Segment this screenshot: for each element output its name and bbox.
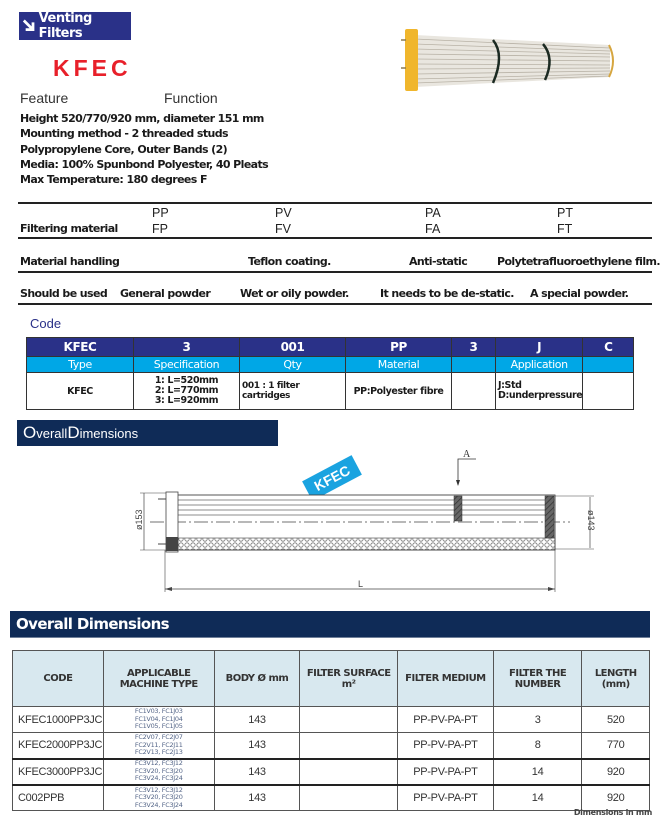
- col-machine-type: APPLICABLE MACHINE TYPE: [103, 651, 214, 707]
- cell-code: C002PPB: [13, 785, 104, 811]
- material-code: FP: [152, 222, 168, 236]
- material-code: PA: [425, 206, 441, 220]
- divider: [18, 202, 652, 204]
- feature-item: Height 520/770/920 mm, diameter 151 mm: [20, 112, 264, 125]
- cell-filter-surface: [300, 785, 398, 811]
- code-header-7: [583, 357, 634, 373]
- spec-line: 3: L=920mm: [154, 395, 219, 406]
- application-line: D:underpressure: [498, 390, 583, 401]
- use-value: General powder: [120, 287, 211, 300]
- banner-initial: D: [67, 423, 80, 442]
- machine-type-line: FC3V12, FC3J12: [134, 785, 183, 794]
- kfec-stamp: [302, 455, 362, 501]
- code-last-value: [583, 373, 634, 410]
- col-body-diameter: BODY Ø mm: [214, 651, 300, 707]
- cell-filter-number: 14: [493, 759, 582, 785]
- diameter-143-label: ø143: [586, 510, 596, 531]
- table-row: [13, 785, 650, 811]
- machine-type-line: FC2V13, FC2J13: [134, 748, 183, 756]
- divider: [18, 237, 652, 239]
- cell-body-diameter: 143: [214, 785, 300, 811]
- machine-type-line: FC3V24, FC3J24: [134, 774, 183, 783]
- machine-type-line: FC1V05, FC1J05: [134, 722, 183, 731]
- code-header-application: Application: [496, 357, 583, 373]
- filter-end-cap: [405, 29, 418, 91]
- cell-code: KFEC3000PP3JC: [13, 759, 104, 785]
- material-code: PT: [557, 206, 573, 220]
- cell-body-diameter: 143: [214, 733, 300, 759]
- handling-value: Polytetrafluoroethylene film.: [497, 255, 660, 268]
- badge-label: Venting Filters: [38, 11, 92, 41]
- table-header-row: [13, 651, 650, 707]
- code-part-type: KFEC: [27, 338, 134, 357]
- cell-machine-types: [103, 707, 214, 733]
- cell-filter-medium: PP-PV-PA-PT: [398, 733, 494, 759]
- feature-list: [20, 111, 268, 187]
- table-row: [13, 707, 650, 733]
- feature-item: Media: 100% Spunbond Polyester, 40 Pleats: [20, 157, 269, 171]
- cell-filter-surface: [300, 733, 398, 759]
- should-be-used-label: Should be used: [20, 287, 108, 300]
- arrow-down-right-icon: [22, 18, 37, 34]
- cell-code: KFEC1000PP3JC: [13, 707, 104, 733]
- machine-type-line: FC3V20, FC3J20: [134, 766, 183, 775]
- code-part-qty: 001: [240, 338, 346, 357]
- code-spec-value: [134, 373, 240, 410]
- code-part-5: 3: [452, 338, 496, 357]
- machine-type-line: FC3V20, FC3J20: [134, 793, 183, 801]
- spec-line: 1: L=520mm: [154, 375, 219, 386]
- cell-length: 520: [582, 707, 650, 733]
- material-code: FA: [425, 222, 441, 236]
- material-code: PV: [275, 206, 292, 220]
- cell-filter-number: 14: [493, 785, 582, 811]
- overall-dimensions-title-bar: Overall Dimensions: [10, 611, 650, 638]
- cell-filter-surface: [300, 759, 398, 785]
- code-header-type: Type: [27, 357, 134, 373]
- technical-drawing: [100, 440, 600, 600]
- col-filter-number: FILTER THE NUMBER: [493, 651, 582, 707]
- length-label: L: [358, 579, 364, 589]
- feature-label: Feature: [20, 90, 69, 106]
- code-type-value: KFEC: [27, 373, 134, 410]
- code-part-material: PP: [346, 338, 452, 357]
- brand-logo: KFEC: [53, 55, 132, 81]
- code-header-qty: Qty: [240, 357, 346, 373]
- divider: [18, 303, 652, 305]
- banner-text: verall: [36, 425, 68, 441]
- cell-length: 920: [582, 759, 650, 785]
- stamp-text: KFEC: [311, 461, 353, 495]
- cell-machine-types: [103, 733, 214, 759]
- handling-value: Anti-static: [409, 255, 468, 268]
- table-row: [13, 759, 650, 785]
- filtering-material-label: Filtering material: [20, 222, 118, 235]
- machine-type-line: FC3V12, FC3J12: [134, 759, 183, 768]
- machine-type-line: FC1V04, FC1J04: [134, 714, 183, 723]
- cell-filter-medium: PP-PV-PA-PT: [398, 785, 494, 811]
- code-blank-value: [452, 373, 496, 410]
- machine-type-line: FC2V11, FC2J11: [134, 740, 183, 749]
- product-photo: [365, 25, 635, 95]
- code-header-material: Material: [346, 357, 452, 373]
- cell-machine-types: [103, 759, 214, 785]
- feature-item: Mounting method - 2 threaded studs: [20, 127, 228, 141]
- code-application-value: [496, 373, 583, 410]
- table-row: [13, 733, 650, 759]
- cell-body-diameter: 143: [214, 759, 300, 785]
- banner-initial: O: [23, 423, 37, 442]
- cell-filter-number: 3: [493, 707, 582, 733]
- banner-text: imensions: [79, 425, 139, 441]
- feature-item: Max Temperature: 180 degrees F: [20, 173, 207, 187]
- dimensions-note: Dimensions in mm: [573, 808, 652, 817]
- function-label: Function: [164, 90, 218, 106]
- cell-body-diameter: 143: [214, 707, 300, 733]
- code-qty-value: 001 : 1 filter cartridges: [240, 373, 346, 410]
- cell-length: 770: [582, 733, 650, 759]
- code-part-spec: 3: [134, 338, 240, 357]
- use-value: A special powder.: [530, 287, 629, 300]
- code-material-value: PP:Polyester fibre: [346, 373, 452, 410]
- code-header-spec: Specification: [134, 357, 240, 373]
- material-code: FT: [557, 222, 573, 236]
- code-header-5: [452, 357, 496, 373]
- use-value: Wet or oily powder.: [240, 287, 349, 300]
- cell-filter-surface: [300, 707, 398, 733]
- cell-filter-number: 8: [493, 733, 582, 759]
- col-filter-surface: FILTER SURFACE m²: [300, 651, 398, 707]
- diameter-153-label: ø153: [134, 509, 144, 530]
- code-label: Code: [30, 316, 62, 331]
- spec-line: 2: L=770mm: [154, 385, 219, 396]
- code-part-application: J: [496, 338, 583, 357]
- col-length: LENGTH (mm): [582, 651, 650, 707]
- cell-filter-medium: PP-PV-PA-PT: [398, 707, 494, 733]
- machine-type-line: FC2V07, FC2J07: [134, 733, 183, 741]
- cell-length: 920: [582, 785, 650, 811]
- cell-machine-types: [103, 785, 214, 811]
- machine-type-line: FC3V24, FC3J24: [134, 800, 183, 809]
- code-part-7: C: [583, 338, 634, 357]
- handling-value: Teflon coating.: [248, 255, 331, 268]
- material-code: FV: [275, 222, 291, 236]
- section-mark: A: [463, 449, 471, 460]
- material-code: PP: [152, 206, 169, 220]
- cell-filter-medium: PP-PV-PA-PT: [398, 759, 494, 785]
- application-line: J:Std: [498, 380, 522, 391]
- machine-type-line: FC1V03, FC1J03: [134, 707, 183, 716]
- use-value: It needs to be de-static.: [380, 287, 514, 300]
- code-table: [26, 337, 634, 410]
- dimensions-table: [12, 650, 650, 811]
- material-handling-label: Material handling: [20, 255, 120, 268]
- col-filter-medium: FILTER MEDIUM: [398, 651, 494, 707]
- col-code: CODE: [13, 651, 104, 707]
- feature-item: Polypropylene Core, Outer Bands (2): [20, 142, 228, 156]
- cell-code: KFEC2000PP3JC: [13, 733, 104, 759]
- divider: [18, 271, 652, 273]
- venting-filters-badge: [19, 12, 131, 40]
